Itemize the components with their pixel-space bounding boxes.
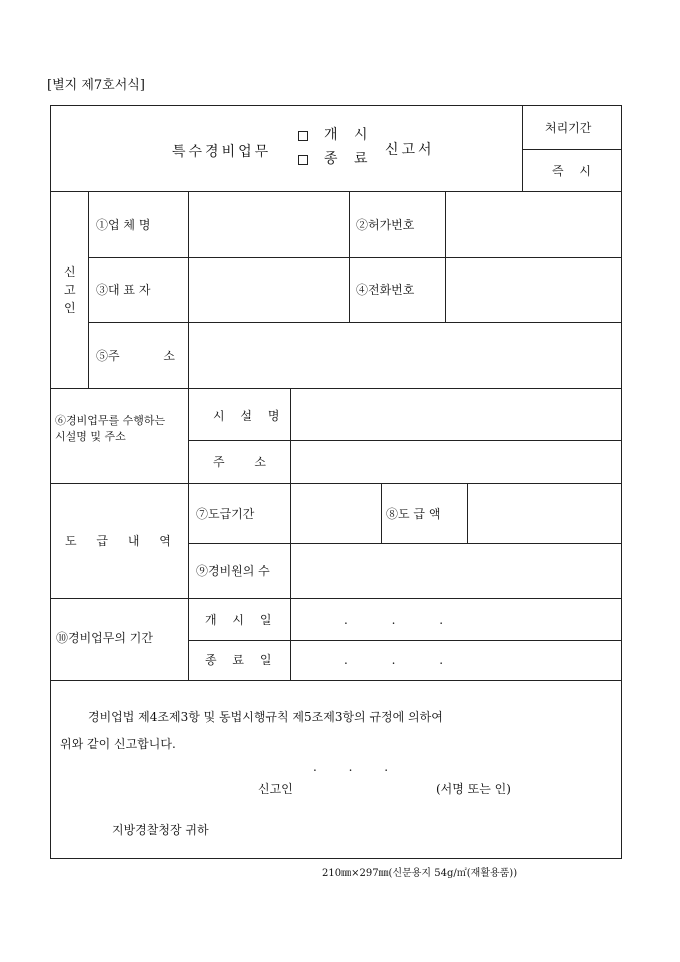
address-label: ⑤주 소 [96,349,175,363]
row-line [188,440,622,441]
option-end-label: 종 료 [324,151,374,167]
duty-start-label: 개 시 일 [205,613,278,627]
declaration-date-dots[interactable]: . . . [313,760,389,774]
duty-start-date-dots[interactable]: . . . [344,613,444,627]
contract-period-label: ⑦도급기간 [196,507,255,521]
row-line [88,322,622,323]
contract-amount-label: ⑧도 급 액 [386,507,441,521]
representative-field[interactable] [190,259,347,320]
declaration-line-2: 위와 같이 신고합니다. [60,737,176,751]
facility-divider [290,388,291,483]
duty-period-section-label: ⑩경비업무의 기간 [56,631,153,645]
addressee-label: 지방경찰청장 귀하 [112,823,209,837]
facility-address-label: 주 소 [213,455,266,469]
start-checkbox[interactable] [298,131,308,141]
license-number-field[interactable] [447,193,620,255]
row-line [188,543,622,544]
contract-divider [290,483,291,598]
end-checkbox[interactable] [298,155,308,165]
row-line [50,680,622,681]
applicant-column-divider [188,191,189,388]
row-line [50,483,622,484]
facility-name-field[interactable] [292,390,620,438]
facility-address-field[interactable] [292,442,620,481]
label-column-divider [188,388,189,680]
form-number-label: [별지 제7호서식] [47,78,145,93]
title-divider [522,105,523,191]
row-line [88,257,622,258]
signature-label: (서명 또는 인) [436,782,511,796]
declaration-applicant-label: 신고인 [258,782,293,796]
row-line [50,598,622,599]
company-name-label: ①업 체 명 [96,218,151,232]
row-line [50,191,622,192]
phone-label: ④전화번호 [356,283,415,297]
guard-count-field[interactable] [292,545,620,596]
processing-period-value: 즉 시 [552,164,597,178]
processing-divider [522,149,622,150]
row-line [188,640,622,641]
contract-period-field[interactable] [292,485,379,541]
facility-name-label: 시 설 명 [213,409,286,423]
contract-amount-field[interactable] [469,485,620,541]
representative-label: ③대 표 자 [96,283,151,297]
contract-right-divider [467,483,468,543]
declaration-line-1: 경비업법 제4조제3항 및 동법시행규칙 제5조제3항의 규정에 의하여 [88,710,443,724]
facility-section-label: 시설명 및 주소 [55,430,126,443]
processing-period-label: 처리기간 [545,121,592,135]
contract-section-label: 도 급 내 역 [65,534,171,548]
contract-mid-divider [381,483,382,543]
form-title-suffix: 신고서 [385,142,435,158]
address-field[interactable] [190,324,620,386]
guard-count-label: ⑨경비원의 수 [196,564,270,578]
applicant-group-label: 고 [64,283,76,297]
applicant-label-divider [88,191,89,388]
applicant-group-label: 신 [64,265,76,279]
phone-field[interactable] [447,259,620,320]
paper-spec-footer: 210㎜×297㎜(신문용지 54g/㎡(재활용품)) [322,868,518,879]
row-line [50,388,622,389]
option-start-label: 개 시 [324,127,374,143]
duty-end-label: 종 료 일 [205,653,278,667]
license-number-label: ②허가번호 [356,218,415,232]
facility-section-label: ⑥경비업무를 수행하는 [55,414,166,427]
form-title: 특수경비업무 [172,144,272,160]
duty-end-date-dots[interactable]: . . . [344,653,444,667]
duty-divider [290,598,291,680]
company-name-field[interactable] [190,193,347,255]
applicant-group-label: 인 [64,301,76,315]
